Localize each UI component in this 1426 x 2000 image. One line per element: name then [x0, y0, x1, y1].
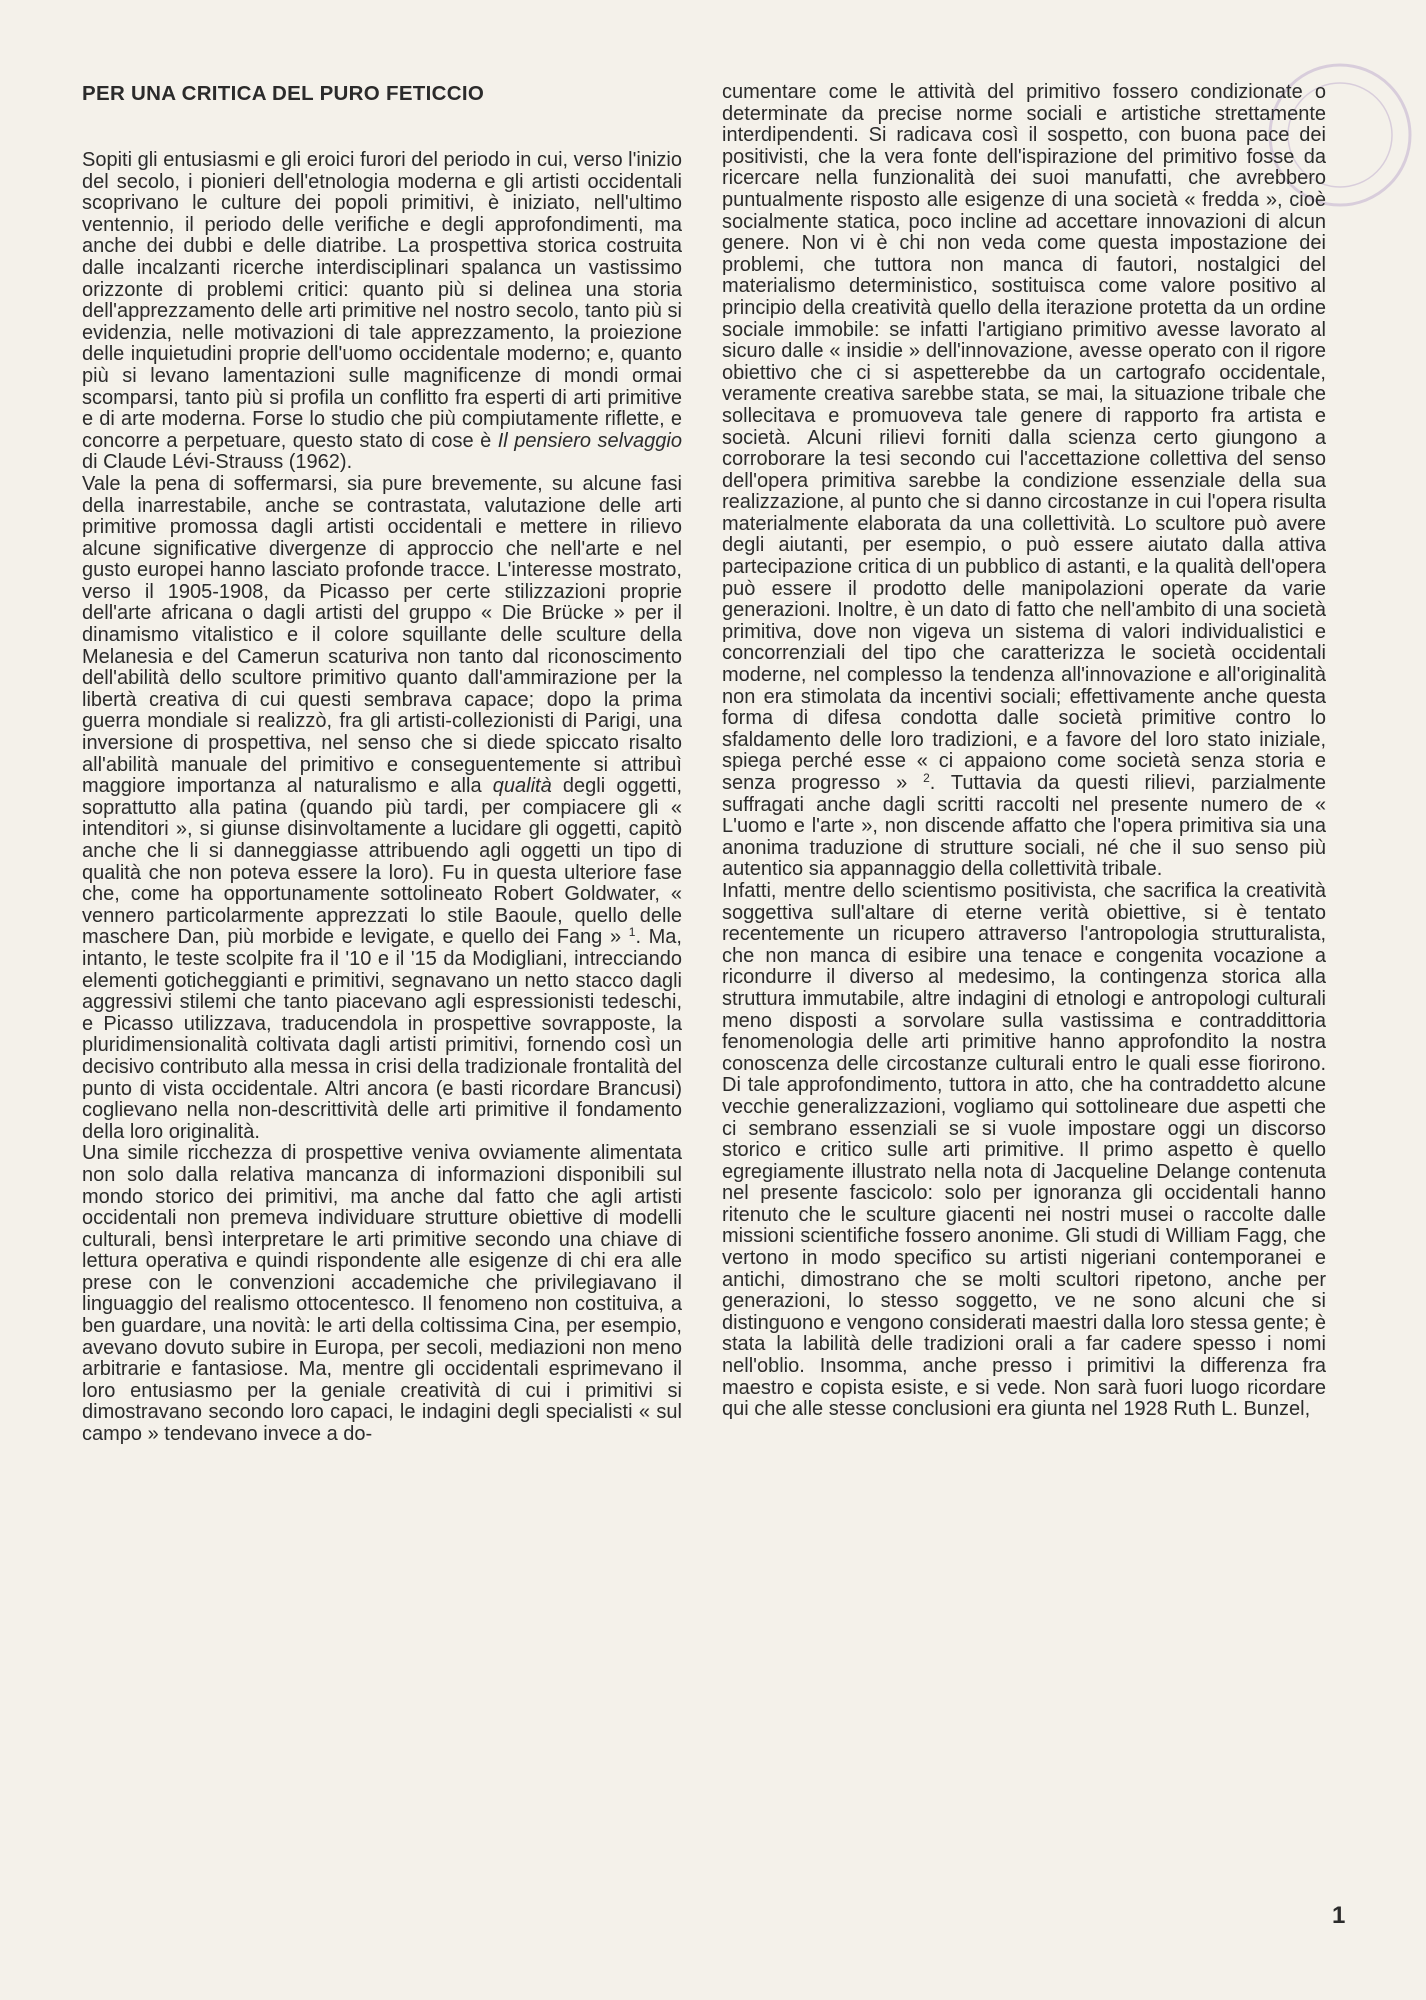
right-column: [722, 82, 1326, 1421]
page-number: 1: [1332, 1902, 1346, 1929]
footnote-ref: 2: [923, 771, 930, 785]
paragraph: Infatti, mentre dello scientismo positivista, che sacrifica la creatività soggettiva sull'altare di eterne verità obiettive, si è tentato recentemente un ricupero attraverso l'antropologia strutturalista, che non manca di esibire una tenace e congenita vocazione a ricondurre il diverso al medesimo, la contingenza storica alla struttura immutabile, altre indagini di etnologi e antropologi culturali meno disposti a sorvolare sulla vastissima e contraddittoria fenomenologia delle arti primitive hanno approfondito la nostra conoscenza delle circostanze culturali entro le quali esse fiorirono. Di tale approfondimento, tuttora in atto, che ha contraddetto alcune vecchie generalizzazioni, vogliamo qui sottolineare due aspetti che ci sembrano essenziali se si vuole impostare oggi un discorso storico e critico sulle arti primitive. Il primo aspetto è quello egregiamente illustrato nella nota di Jacqueline Delange contenuta nel presente fascicolo: solo per ignoranza gli occidentali hanno ritenuto che le sculture giacenti nei nostri musei o raccolte dalle missioni scientifiche fossero anonime. Gli studi di William Fagg, che vertono in modo specifico su artisti nigeriani contemporanei e antichi, dimostrano che se molti scultori ripetono, anche per generazioni, lo stesso soggetto, ve ne sono alcuni che si distinguono e vengono considerati maestri dalla loro stessa gente; è stata la labilità delle tradizioni orali a far cadere spesso i nomi nell'oblio. Insomma, anche presso i primitivi la differenza fra maestro e copista esiste, e si vede. Non sarà fuori luogo ricordare qui che alle stesse conclusioni era giunta nel 1928 Ruth L. Bunzel,: [722, 879, 1326, 1421]
left-column: [82, 150, 682, 1446]
paragraph: Vale la pena di soffermarsi, sia pure brevemente, su alcune fasi della inarrestabile, anche se contrastata, valutazione delle arti primitive promossa dagli artisti occidentali e mettere in rilievo alcune significative divergenze di approccio che nell'arte e nel gusto europei hanno lasciato profonde tracce. L'interesse mostrato, verso il 1905-1908, da Picasso per certe stilizzazioni proprie dell'arte africana o dagli artisti del gruppo « Die Brücke » per il dinamismo vitalistico e il colore squillante delle sculture della Melanesia e del Camerun scaturiva non tanto dal riconoscimento dell'abilità dello scultore primitivo quanto dall'ammirazione per la libertà creativa di cui questi sembrava capace; dopo la prima guerra mondiale si realizzò, fra gli artisti-collezionisti di Parigi, una inversione di prospettiva, nel senso che si diede spiccato risalto all'abilità manuale del primitivo e conseguentemente si attribuì maggiore importanza al naturalismo e alla qualità degli oggetti, soprattutto alla patina (quando più tardi, per compiacere gli « intenditori », si giunse disinvoltamente a lucidare gli oggetti, capitò anche che li si danneggiasse attribuendo agli oggetti un tipo di qualità che non poteva essere la loro). Fu in questa ulteriore fase che, come ha opportunamente sottolineato Robert Goldwater, « vennero particolarmente apprezzati lo stile Baoule, quello delle maschere Dan, più morbide e levigate, e quello dei Fang » $^1$. Ma, intanto, le teste scolpite fra il '10 e il '15 da Modigliani, intrecciando elementi goticheggianti e primitivi, segnavano un netto stacco dagli aggressivi stilemi che tanto piacevano agli espressionisti tedeschi, e Picasso utilizzava, traducendola in prospettive sovrapposte, la pluridimensionalità coltivata dagli artisti primitivi, fornendo così un decisivo contributo alla messa in crisi della tradizionale frontalità del punto di vista occidentale. Altri ancora (e basti ricordare Brancusi) coglievano nella non-descrittività delle arti primitive il fondamento della loro originalità.: [82, 472, 682, 1143]
paragraph: cumentare come le attività del primitivo fossero condizionate o determinate da precise norme sociali e artistiche strettamente interdipendenti. Si radicava così il sospetto, con buona pace dei positivisti, che la vera fonte dell'ispirazione del primitivo fosse da ricercare nella funzionalità dei suoi manufatti, che avrebbero puntualmente risposto alle esigenze di una società « fredda », cioè socialmente statica, poco incline ad accettare innovazioni di alcun genere. Non vi è chi non veda come questa impostazione dei problemi, che tuttora non manca di fautori, nostalgici del materialismo deterministico, sostituisca come valore positivo al principio della creatività quello della iterazione protetta da un ordine sociale immobile: se infatti l'artigiano primitivo avesse lavorato al sicuro dalle « insidie » dell'innovazione, avesse operato con il rigore obiettivo che ci si aspetterebbe da un cartografo occidentale, veramente creativa sarebbe stata, se mai, la situazione tribale che sollecitava e promuoveva tale genere di rapporto fra artista e società. Alcuni rilievi forniti dalla scienza certo giungono a corroborare la tesi secondo cui l'accettazione collettiva del senso dell'opera primitiva sarebbe la condizione essenziale della sua realizzazione, al punto che si danno circostanze in cui l'opera risulta materialmente elaborata da una collettività. Lo scultore può avere degli aiutanti, per esempio, o può essere aiutato dalla attiva partecipazione critica di un pubblico di astanti, e la qualità dell'opera può essere il prodotto delle manipolazioni operate da varie generazioni. Inoltre, è un dato di fatto che nell'ambito di una società primitiva, dove non vigeva un sistema di valori individualistici e concorrenziali del tipo che caratterizza le società occidentali moderne, nel complesso la tendenza all'innovazione e all'originalità non era stimolata da incentivi sociali; effettivamente anche questa forma di difesa condotta dalle società primitive contro lo sfaldamento delle loro tradizioni, e a favore del loro stato iniziale, spiega perché esse « ci appaiono come società senza storia e senza progresso » $^2$. Tuttavia da questi rilievi, parzialmente suffragati anche dagli scritti raccolti nel presente numero de « L'uomo e l'arte », non discende affatto che l'opera primitiva sia una anonima traduzione di strutture sociali, né che il suo senso più autentico sia appannaggio della collettività tribale.: [722, 81, 1326, 881]
paragraph: Una simile ricchezza di prospettive veniva ovviamente alimentata non solo dalla relativa mancanza di informazioni disponibili sul mondo storico dei primitivi, ma anche dal fatto che agli artisti occidentali non premeva individuare strutture obiettive di modelli culturali, bensì interpretare le arti primitive secondo una chiave di lettura operativa e quindi rispondente alle esigenze di chi era alle prese con le convenzioni accademiche che privilegiavano il linguaggio del realismo ottocentesco. Il fenomeno non costituiva, a ben guardare, una novità: le arti della coltissima Cina, per esempio, avevano dovuto subire in Europa, per secoli, mediazioni non meno arbitrarie e fantasiose. Ma, mentre gli occidentali esprimevano il loro entusiasmo per la geniale creatività di cui i primitivi si dimostravano secondo loro capaci, le indagini degli specialisti « sul campo » tendevano invece a do-: [82, 1142, 682, 1446]
article-heading: PER UNA CRITICA DEL PURO FETICCIO: [82, 82, 485, 105]
footnote-ref: 1: [628, 925, 636, 940]
paragraph: Sopiti gli entusiasmi e gli eroici furori del periodo in cui, verso l'inizio del secolo, i pionieri dell'etnologia moderna e gli artisti occidentali scoprivano le culture dei popoli primitivi, è iniziato, nell'ultimo ventennio, il periodo delle verifiche e degli approfondimenti, ma anche dei dubbi e delle diatribe. La prospettiva storica costruita dalle incalzanti ricerche interdisciplinari spalanca un vastissimo orizzonte di problemi critici: quanto più si delinea una storia dell'apprezzamento delle arti primitive nel nostro secolo, tanto più si evidenzia, nelle motivazioni di tale apprezzamento, la proiezione delle inquietudini proprie dell'uomo occidentale moderno; e, quanto più si levano lamentazioni sulle magnificenze di mondi ormai scomparsi, tanto più si profila un conflitto fra esperti di arti primitive e di arte moderna. Forse lo studio che più compiutamente riflette, e concorre a perpetuare, questo stato di cose è Il pensiero selvaggio di Claude Lévi-Strauss (1962).: [82, 149, 682, 474]
